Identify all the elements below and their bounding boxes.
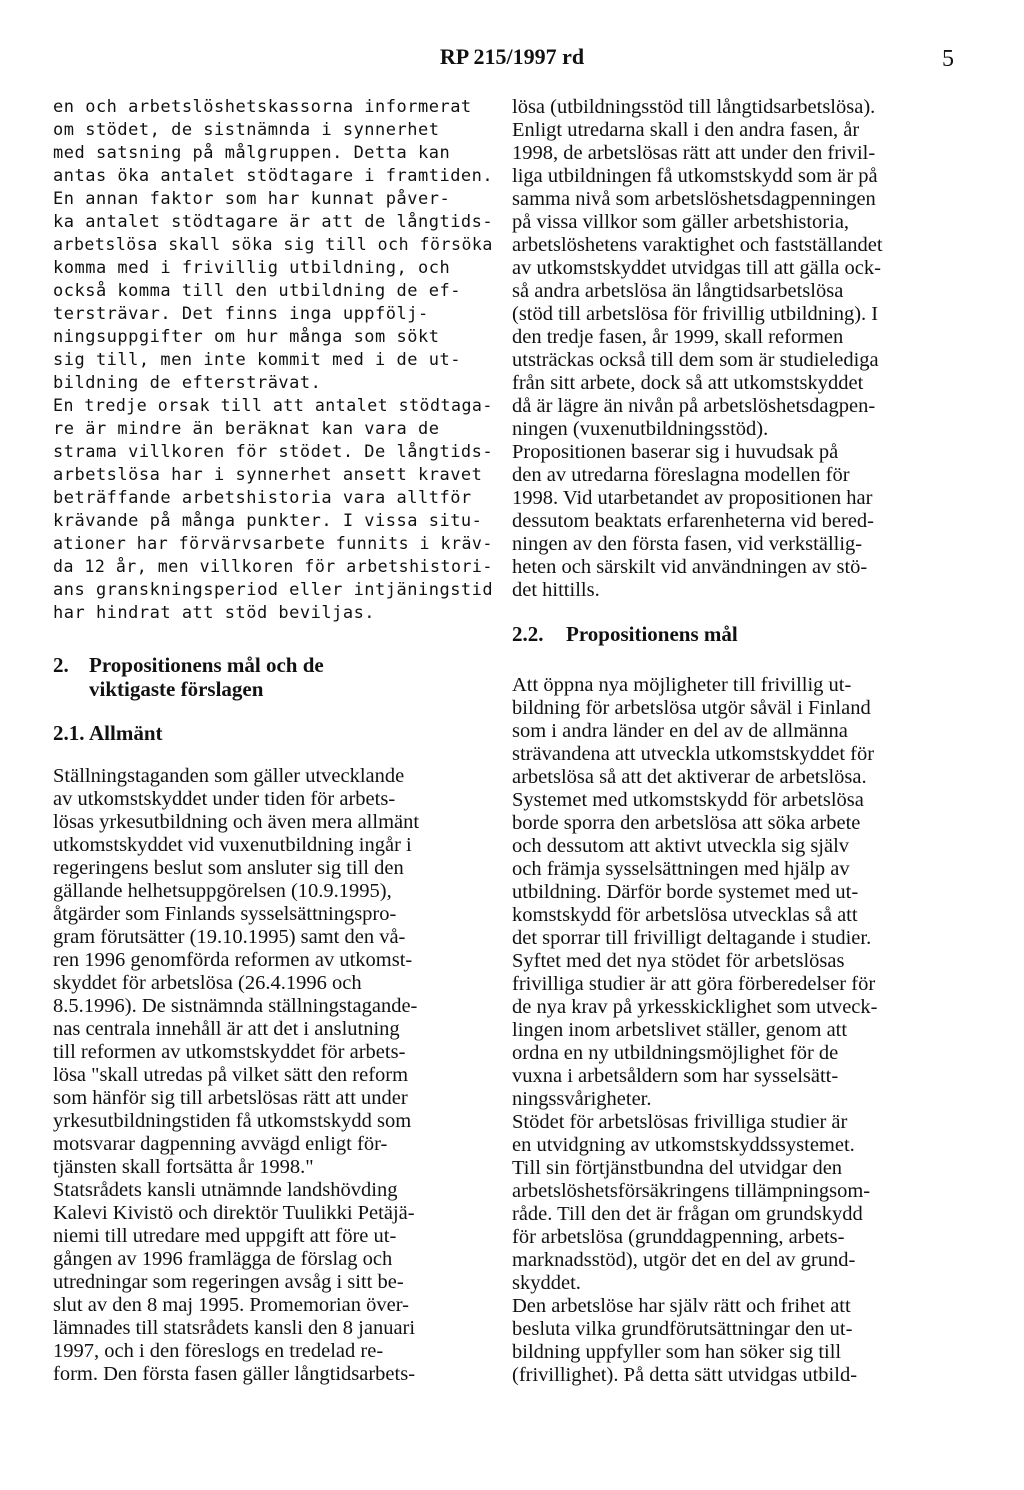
text-line: motsvarar dagpenning avvägd enligt för- [53, 1133, 388, 1155]
text-line: krävande på många punkter. I vissa situ- [53, 511, 483, 531]
paragraph [53, 1179, 493, 1386]
subsection-heading [512, 622, 952, 646]
text-line: skyddet. [512, 1272, 581, 1294]
text-line: också komma till den utbildning de ef- [53, 281, 461, 301]
text-line: ans granskningsperiod eller intjäningstid [53, 580, 494, 600]
text-line: bildning de eftersträvat. [53, 373, 322, 393]
text-line: ningssvårigheter. [512, 1088, 652, 1110]
text-line: bildning uppfyller som han söker sig till [512, 1341, 842, 1363]
text-line: en och arbetslöshetskassorna informerat [53, 97, 472, 117]
text-line: en utvidgning av utkomstskyddssystemet. [512, 1134, 855, 1156]
text-line: komstskydd för arbetslösa utvecklas så att [512, 904, 858, 926]
section-heading [53, 653, 493, 701]
text-line: på vissa villkor som gäller arbetshistoria, [512, 211, 850, 233]
text-line: Propositionen baserar sig i huvudsak på [512, 441, 839, 463]
text-line: råde. Till den det är frågan om grundskydd [512, 1203, 863, 1225]
subsection-heading [53, 721, 493, 745]
text-line: yrkesutbildningstiden få utkomstskydd som [53, 1110, 412, 1132]
text-line: och främja sysselsättningen med hjälp av [512, 858, 850, 880]
text-line: arbetslöshetens varaktighet och fastställandet [512, 234, 883, 256]
section-title: Allmänt [89, 721, 163, 745]
paragraph [512, 674, 952, 950]
text-line: utredningar som regeringen avsåg i sitt be- [53, 1271, 404, 1293]
text-line: arbetslösa skall söka sig till och försöka [53, 235, 493, 255]
paragraph [512, 96, 952, 441]
text-line: (frivillighet). På detta sätt utvidgas utbild- [512, 1364, 858, 1386]
paragraph [53, 765, 493, 1179]
text-line: arbetslösa har i synnerhet ansett kravet [53, 465, 483, 485]
text-line: niemi till utredare med uppgift att före ut- [53, 1225, 397, 1247]
section-title: Propositionens mål och de [89, 653, 324, 677]
text-line: Kalevi Kivistö och direktör Tuulikki Petäjä- [53, 1202, 415, 1224]
text-line: ationer har förvärvsarbete funnits i kräv- [53, 534, 493, 554]
text-line: den tredje fasen, år 1999, skall reformen [512, 326, 844, 348]
text-line: vuxna i arbetsåldern som har sysselsätt- [512, 1065, 839, 1087]
text-line: från sitt arbete, dock så att utkomstskyddet [512, 372, 864, 394]
text-line: ningsuppgifter om hur många som sökt [53, 327, 440, 347]
text-line: skyddet för arbetslösa (26.4.1996 och [53, 972, 362, 994]
text-line: gången av 1996 framlägga de förslag och [53, 1248, 393, 1270]
text-line: (stöd till arbetslösa för frivillig utbildning). I [512, 303, 879, 325]
text-line: lösa (utbildningsstöd till långtidsarbetslösa). [512, 96, 876, 118]
text-line: besluta vilka grundförutsättningar den ut- [512, 1318, 853, 1340]
text-line: tersträvar. Det finns inga uppfölj- [53, 304, 429, 324]
text-line: da 12 år, men villkoren för arbetshistori- [53, 557, 493, 577]
text-line: 1998, de arbetslösas rätt att under den frivil- [512, 142, 876, 164]
section-number: 2. [53, 653, 69, 677]
paragraph [512, 1111, 952, 1295]
text-line: liga utbildningen få utkomstskydd som är på [512, 165, 878, 187]
text-line: dessutom beaktats erfarenheterna vid bered- [512, 510, 875, 532]
text-line: ka antalet stödtagare är att de långtids- [53, 212, 494, 232]
text-line: Den arbetslöse har själv rätt och frihet att [512, 1295, 851, 1317]
text-line: då är lägre än nivån på arbetslöshetsdagpen- [512, 395, 876, 417]
text-line: om stödet, de sistnämnda i synnerhet [53, 120, 440, 140]
text-line: borde sporra den arbetslösa att söka arbete [512, 812, 861, 834]
running-title: RP 215/1997 rd [439, 44, 585, 69]
paragraph [53, 395, 493, 625]
text-line: antas öka antalet stödtagare i framtiden. [53, 166, 494, 186]
text-line: 1998. Vid utarbetandet av propositionen har [512, 487, 873, 509]
text-line: de nya krav på yrkesskicklighet som utveck- [512, 996, 878, 1018]
text-line: strävandena att utveckla utkomstskyddet för [512, 743, 875, 765]
text-line: för arbetslösa (grunddagpenning, arbets- [512, 1226, 845, 1248]
page-number: 5 [942, 46, 954, 72]
right-column [512, 96, 952, 1387]
text-line: Statsrådets kansli utnämnde landshövding [53, 1179, 398, 1201]
text-line: tjänsten skall fortsätta år 1998." [53, 1156, 314, 1178]
text-line: det sporrar till frivilligt deltagande i studier. [512, 927, 872, 949]
text-line: Syftet med det nya stödet för arbetslösas [512, 950, 845, 972]
text-line: gällande helhetsuppgörelsen (10.9.1995), [53, 880, 392, 902]
text-line: frivilliga studier är att göra förberedelser för [512, 973, 876, 995]
section-number: 2.1. [53, 721, 85, 745]
text-line: med satsning på målgruppen. Detta kan [53, 143, 451, 163]
text-line: som hänför sig till arbetslösas rätt att under [53, 1087, 408, 1109]
text-line: heten och särskilt vid användningen av stö- [512, 556, 868, 578]
paragraph [512, 441, 952, 602]
text-line: har hindrat att stöd beviljas. [53, 603, 376, 623]
text-line: av utkomstskyddet utvidgas till att gälla ock- [512, 257, 881, 279]
text-line: Stödet för arbetslösas frivilliga studier är [512, 1111, 848, 1133]
text-line: komma med i frivillig utbildning, och [53, 258, 451, 278]
text-line: lösa "skall utredas på vilket sätt den reform [53, 1064, 409, 1086]
paragraph [512, 1295, 952, 1387]
text-line: ren 1996 genomförda reformen av utkomst- [53, 949, 413, 971]
text-line: till reformen av utkomstskyddet för arbets- [53, 1041, 406, 1063]
text-line: regeringens beslut som ansluter sig till den [53, 857, 404, 879]
text-line: beträffande arbetshistoria vara alltför [53, 488, 472, 508]
text-line: ningen (vuxenutbildningsstöd). [512, 418, 769, 440]
page-header [0, 44, 1024, 78]
text-line: det hittills. [512, 579, 600, 601]
text-line: arbetslöshetsförsäkringens tillämpningsom- [512, 1180, 871, 1202]
text-line: så andra arbetslösa än långtidsarbetslösa [512, 280, 844, 302]
text-line: åtgärder som Finlands sysselsättningspro- [53, 903, 397, 925]
left-column [53, 96, 493, 1386]
text-line: 1997, och i den föreslogs en tredelad re- [53, 1340, 384, 1362]
text-line: Att öppna nya möjligheter till frivillig ut- [512, 674, 852, 696]
text-line: ordna en ny utbildningsmöjlighet för de [512, 1042, 839, 1064]
text-line: marknadsstöd), utgör det en del av grund- [512, 1249, 856, 1271]
text-line: som i andra länder en del av de allmänna [512, 720, 848, 742]
text-line: lämnades till statsrådets kansli den 8 januari [53, 1317, 416, 1339]
text-line: form. Den första fasen gäller långtidsarbets- [53, 1363, 416, 1385]
section-title: Propositionens mål [566, 622, 738, 646]
text-line: lösas yrkesutbildning och även mera allmänt [53, 811, 420, 833]
section-number: 2.2. [512, 622, 544, 646]
text-line: re är mindre än beräknat kan vara de [53, 419, 440, 439]
text-line: slut av den 8 maj 1995. Promemorian över- [53, 1294, 409, 1316]
text-line: Ställningstaganden som gäller utvecklande [53, 765, 405, 787]
paragraph [53, 96, 493, 395]
text-line: utbildning. Därför borde systemet med ut- [512, 881, 859, 903]
text-line: den av utredarna föreslagna modellen för [512, 464, 850, 486]
text-line: ningen av den första fasen, vid verkställig- [512, 533, 863, 555]
text-line: gram förutsätter (19.10.1995) samt den vå- [53, 926, 406, 948]
text-line: av utkomstskyddet under tiden för arbets- [53, 788, 396, 810]
text-line: Till sin förtjänstbundna del utvidgar den [512, 1157, 843, 1179]
text-line: sig till, men inte kommit med i de ut- [53, 350, 461, 370]
text-line: arbetslösa så att det aktiverar de arbetslösa. [512, 766, 867, 788]
text-line: utkomstskyddet vid vuxenutbildning ingår i [53, 834, 412, 856]
text-line: Enligt utredarna skall i den andra fasen, år [512, 119, 860, 141]
text-line: utsträckas också till dem som är studielediga [512, 349, 879, 371]
text-line: strama villkoren för stödet. De långtids- [53, 442, 494, 462]
text-line: En tredje orsak till att antalet stödtaga- [53, 396, 493, 416]
text-line: En annan faktor som har kunnat påver- [53, 189, 451, 209]
text-line: bildning för arbetslösa utgör såväl i Finland [512, 697, 871, 719]
text-line: lingen inom arbetslivet ställer, genom att [512, 1019, 848, 1041]
text-line: samma nivå som arbetslöshetsdagpenningen [512, 188, 876, 210]
paragraph [512, 950, 952, 1111]
text-line: nas centrala innehåll är att det i anslutning [53, 1018, 400, 1040]
section-title: viktigaste förslagen [89, 677, 264, 701]
text-line: Systemet med utkomstskydd för arbetslösa [512, 789, 864, 811]
text-line: och dessutom att aktivt utveckla sig själv [512, 835, 850, 857]
text-line: 8.5.1996). De sistnämnda ställningstagande- [53, 995, 418, 1017]
